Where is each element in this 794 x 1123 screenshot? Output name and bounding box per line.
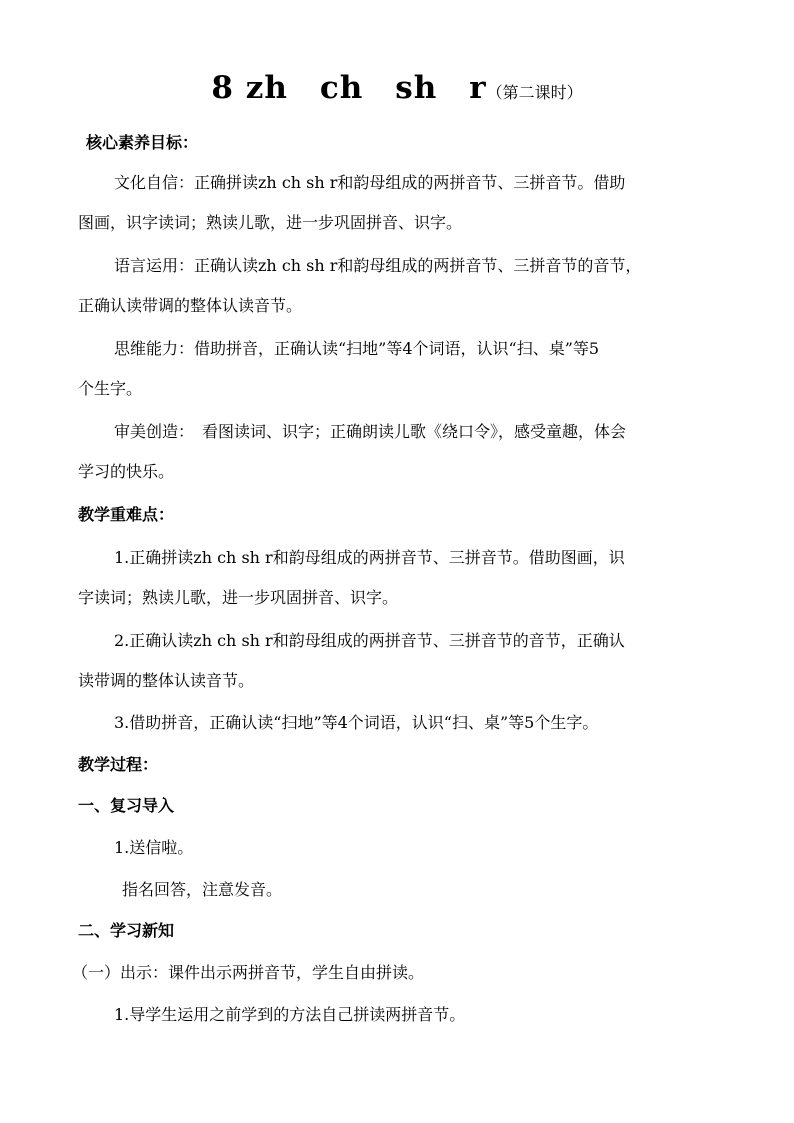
- key-point-1-line-2: 字读词；熟读儿歌，进一步巩固拼音、识字。: [78, 588, 399, 607]
- key-point-1-line-1: 1.正确拼读zh ch sh r和韵母组成的两拼音节、三拼音节。借助图画，识: [114, 548, 625, 567]
- goal-1-line-1: 文化自信：正确拼读zh ch sh r和韵母组成的两拼音节、三拼音节。借助: [114, 173, 626, 192]
- section-1-step-1: 1.送信啦。: [114, 838, 194, 857]
- goal-3-line-2: 个生字。: [78, 379, 143, 398]
- section-1-note: 指名回答，注意发音。: [122, 880, 283, 899]
- section-2-step-1: 1.导学生运用之前学到的方法自己拼读两拼音节。: [114, 1005, 466, 1024]
- goals-heading: 核心素养目标：: [86, 133, 199, 152]
- goal-4-line-1: 审美创造： 看图读词、识字；正确朗读儿歌《绕口令》，感受童趣，体会: [114, 422, 627, 441]
- lesson-title-main: 8 zh ch sh r: [211, 70, 487, 106]
- goal-3-line-1: 思维能力：借助拼音，正确认读“扫地”等4个词语，认识“扫、桌”等5: [114, 339, 600, 358]
- section-2-heading: 二、学习新知: [78, 921, 175, 940]
- goal-2-line-2: 正确认读带调的整体认读音节。: [78, 296, 303, 315]
- section-2-subheading: （一）出示：课件出示两拼音节，学生自由拼读。: [72, 963, 425, 982]
- key-point-2-line-2: 读带调的整体认读音节。: [78, 671, 255, 690]
- lesson-title: [0, 70, 794, 106]
- key-points-heading: 教学重难点：: [78, 505, 175, 524]
- key-point-3-line-1: 3.借助拼音，正确认读“扫地”等4个词语，认识“扫、桌”等5个生字。: [114, 713, 599, 732]
- process-heading: 教学过程：: [78, 755, 159, 774]
- goal-2-line-1: 语言运用：正确认读zh ch sh r和韵母组成的两拼音节、三拼音节的音节，: [114, 256, 642, 275]
- goal-4-line-2: 学习的快乐。: [78, 462, 175, 481]
- key-point-2-line-1: 2.正确认读zh ch sh r和韵母组成的两拼音节、三拼音节的音节，正确认: [114, 631, 625, 650]
- section-1-heading: 一、复习导入: [78, 796, 175, 815]
- goal-1-line-2: 图画，识字读词；熟读儿歌，进一步巩固拼音、识字。: [78, 213, 463, 232]
- lesson-title-note: （第二课时）: [486, 83, 583, 102]
